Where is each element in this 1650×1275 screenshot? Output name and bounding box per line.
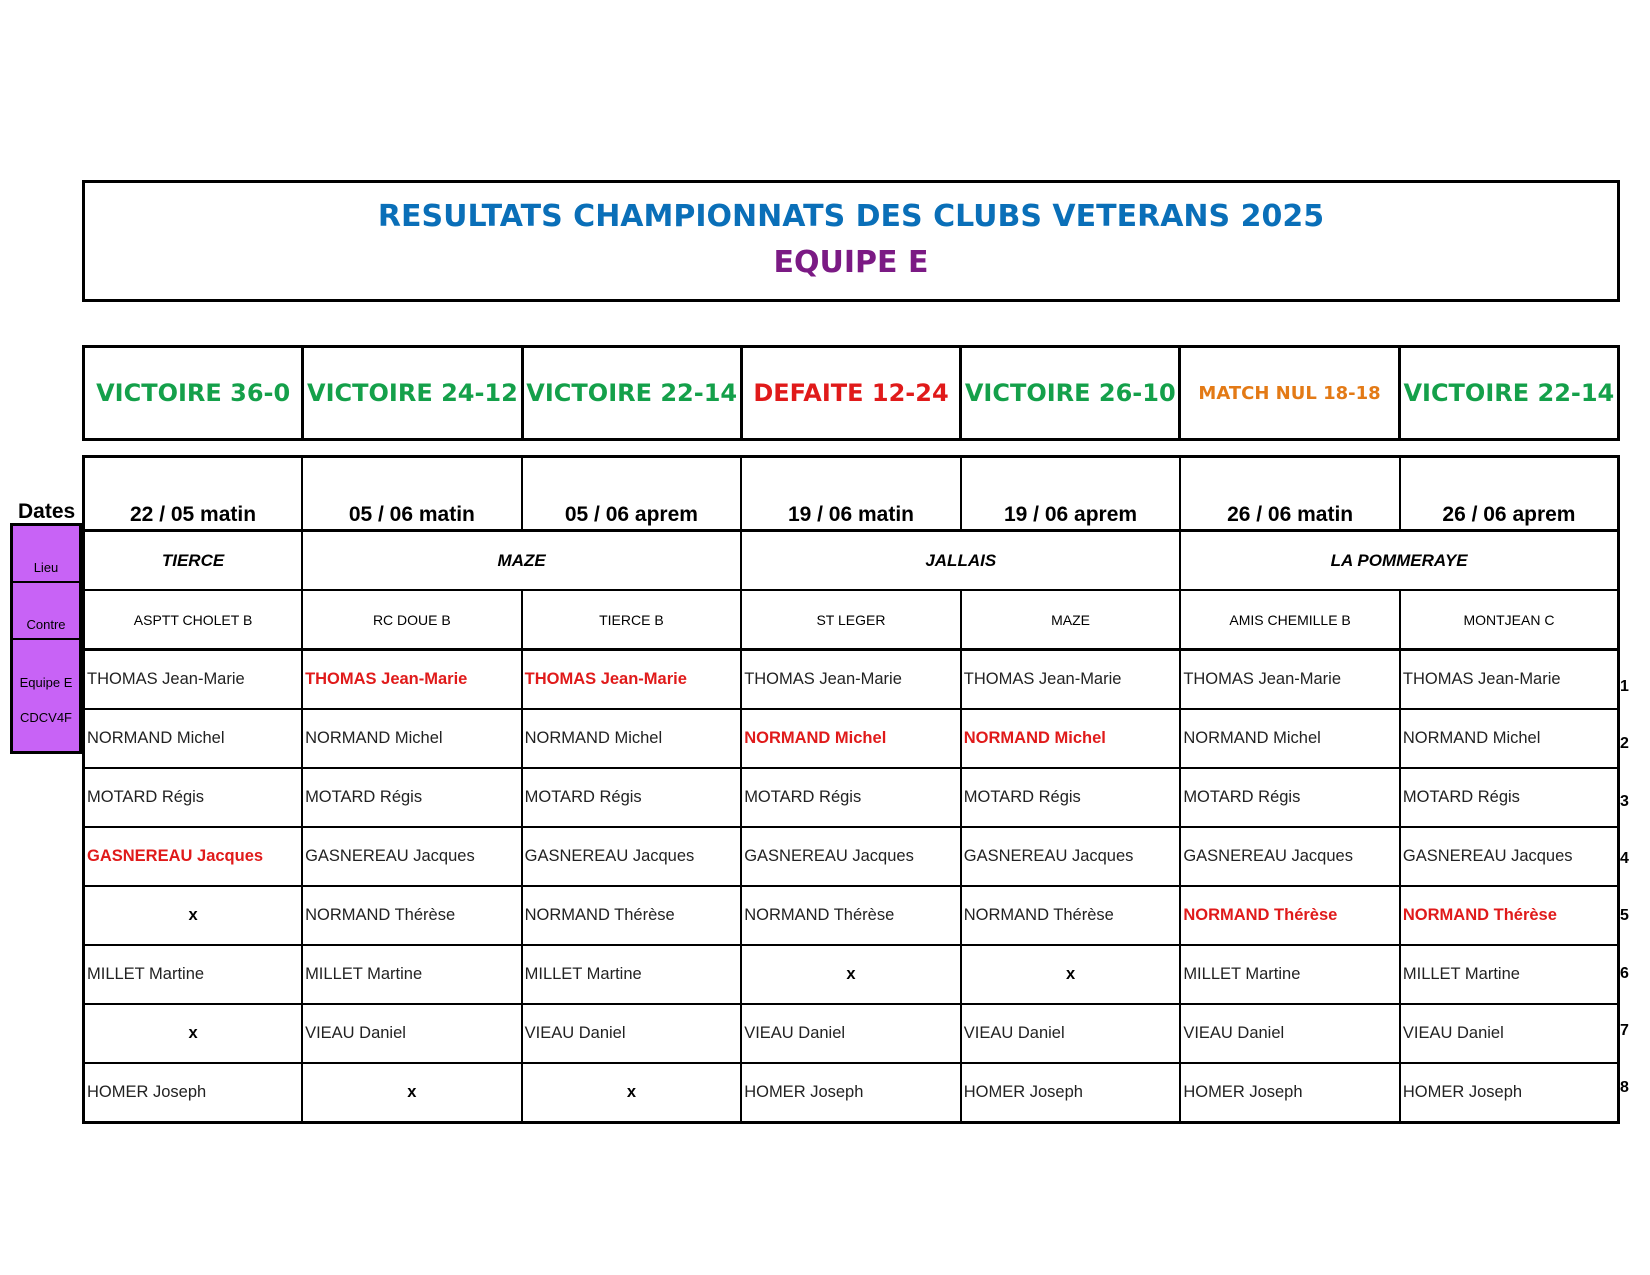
row-number: 1 [1620, 678, 1629, 695]
player-row [84, 1063, 1619, 1123]
opponent-cell: RC DOUE B [302, 590, 522, 650]
dates-row [84, 457, 1619, 531]
player-cell: NORMAND Michel [961, 709, 1181, 768]
player-cell: NORMAND Michel [522, 709, 742, 768]
player-row [84, 1004, 1619, 1063]
player-cell: MILLET Martine [1400, 945, 1619, 1004]
player-cell: NORMAND Thérèse [961, 886, 1181, 945]
date-cell: 05 / 06 aprem [522, 457, 742, 531]
player-cell: THOMAS Jean-Marie [84, 650, 303, 710]
player-cell: VIEAU Daniel [522, 1004, 742, 1063]
player-cell: NORMAND Thérèse [302, 886, 522, 945]
player-cell: NORMAND Michel [1400, 709, 1619, 768]
player-cell: HOMER Joseph [741, 1063, 961, 1123]
player-cell: VIEAU Daniel [1400, 1004, 1619, 1063]
player-cell: GASNEREAU Jacques [1400, 827, 1619, 886]
absent-cell: x [84, 1004, 303, 1063]
player-cell: GASNEREAU Jacques [1180, 827, 1400, 886]
row-number: 8 [1620, 1079, 1629, 1097]
result-cell: VICTOIRE 24-12 [303, 347, 522, 440]
equipe-label: Equipe E [19, 675, 73, 690]
player-row [84, 650, 1619, 710]
player-cell: THOMAS Jean-Marie [1180, 650, 1400, 710]
player-rows [84, 650, 1619, 1123]
date-cell: 19 / 06 matin [741, 457, 961, 531]
lieu-cell: MAZE [302, 531, 741, 591]
player-cell: VIEAU Daniel [302, 1004, 522, 1063]
player-row [84, 886, 1619, 945]
player-cell: GASNEREAU Jacques [961, 827, 1181, 886]
opponent-cell: ASPTT CHOLET B [84, 590, 303, 650]
lieu-row [84, 531, 1619, 591]
absent-cell: x [84, 886, 303, 945]
player-cell: GASNEREAU Jacques [84, 827, 303, 886]
lieu-cell: JALLAIS [741, 531, 1180, 591]
lieu-cell: LA POMMERAYE [1180, 531, 1618, 591]
player-cell: NORMAND Michel [84, 709, 303, 768]
contre-label: Contre [26, 617, 66, 632]
result-cell: VICTOIRE 26-10 [961, 347, 1180, 440]
result-cell: VICTOIRE 36-0 [84, 347, 303, 440]
player-cell: MOTARD Régis [961, 768, 1181, 827]
date-cell: 26 / 06 aprem [1400, 457, 1619, 531]
contre-row [84, 590, 1619, 650]
player-cell: MILLET Martine [522, 945, 742, 1004]
player-cell: MOTARD Régis [1180, 768, 1400, 827]
player-cell: HOMER Joseph [84, 1063, 303, 1123]
player-cell: THOMAS Jean-Marie [961, 650, 1181, 710]
player-cell: MILLET Martine [302, 945, 522, 1004]
opponent-cell: MAZE [961, 590, 1181, 650]
player-cell: MILLET Martine [84, 945, 303, 1004]
player-cell: MOTARD Régis [84, 768, 303, 827]
row-label-sidebar [10, 523, 82, 754]
results-row [84, 347, 1619, 440]
absent-cell: x [302, 1063, 522, 1123]
date-cell: 26 / 06 matin [1180, 457, 1400, 531]
absent-cell: x [522, 1063, 742, 1123]
matches-table [82, 455, 1620, 1124]
lieu-cell: TIERCE [84, 531, 303, 591]
player-cell: MOTARD Régis [1400, 768, 1619, 827]
dates-label: Dates [18, 500, 76, 523]
player-cell: THOMAS Jean-Marie [741, 650, 961, 710]
player-cell: MOTARD Régis [741, 768, 961, 827]
player-cell: NORMAND Thérèse [741, 886, 961, 945]
result-cell: MATCH NUL 18-18 [1180, 347, 1399, 440]
date-cell: 19 / 06 aprem [961, 457, 1181, 531]
player-cell: NORMAND Thérèse [522, 886, 742, 945]
player-cell: THOMAS Jean-Marie [522, 650, 742, 710]
player-row [84, 768, 1619, 827]
absent-cell: x [741, 945, 961, 1004]
player-cell: GASNEREAU Jacques [302, 827, 522, 886]
player-cell: HOMER Joseph [1180, 1063, 1400, 1123]
row-number: 5 [1620, 907, 1629, 925]
player-cell: MOTARD Régis [302, 768, 522, 827]
player-cell: VIEAU Daniel [1180, 1004, 1400, 1063]
date-cell: 22 / 05 matin [84, 457, 303, 531]
player-cell: THOMAS Jean-Marie [1400, 650, 1619, 710]
player-cell: THOMAS Jean-Marie [302, 650, 522, 710]
opponent-cell: ST LEGER [741, 590, 961, 650]
player-cell: GASNEREAU Jacques [741, 827, 961, 886]
absent-cell: x [961, 945, 1181, 1004]
opponent-cell: MONTJEAN C [1400, 590, 1619, 650]
player-row [84, 945, 1619, 1004]
player-cell: GASNEREAU Jacques [522, 827, 742, 886]
player-cell: VIEAU Daniel [741, 1004, 961, 1063]
opponent-cell: AMIS CHEMILLE B [1180, 590, 1400, 650]
row-number: 3 [1620, 792, 1629, 810]
opponent-cell: TIERCE B [522, 590, 742, 650]
lieu-label: Lieu [33, 560, 59, 575]
player-cell: NORMAND Michel [1180, 709, 1400, 768]
result-cell: VICTOIRE 22-14 [1399, 347, 1618, 440]
player-cell: NORMAND Thérèse [1180, 886, 1400, 945]
player-row [84, 827, 1619, 886]
player-cell: MILLET Martine [1180, 945, 1400, 1004]
player-cell: NORMAND Michel [302, 709, 522, 768]
row-number: 2 [1620, 735, 1629, 753]
result-cell: DEFAITE 12-24 [741, 347, 960, 440]
player-cell: NORMAND Michel [741, 709, 961, 768]
player-cell: NORMAND Thérèse [1400, 886, 1619, 945]
page-title: RESULTATS CHAMPIONNATS DES CLUBS VETERANS 2025 [377, 199, 1325, 234]
player-cell: VIEAU Daniel [961, 1004, 1181, 1063]
team-title: EQUIPE E [773, 245, 929, 280]
player-cell: HOMER Joseph [1400, 1063, 1619, 1123]
player-cell: MOTARD Régis [522, 768, 742, 827]
date-cell: 05 / 06 matin [302, 457, 522, 531]
title-box [82, 180, 1620, 302]
club-label: CDCV4F [19, 710, 72, 725]
row-number: 4 [1620, 849, 1629, 867]
row-number: 6 [1620, 964, 1629, 982]
player-row [84, 709, 1619, 768]
player-cell: HOMER Joseph [961, 1063, 1181, 1123]
result-cell: VICTOIRE 22-14 [522, 347, 741, 440]
results-table [82, 345, 1620, 441]
row-number: 7 [1620, 1021, 1629, 1039]
